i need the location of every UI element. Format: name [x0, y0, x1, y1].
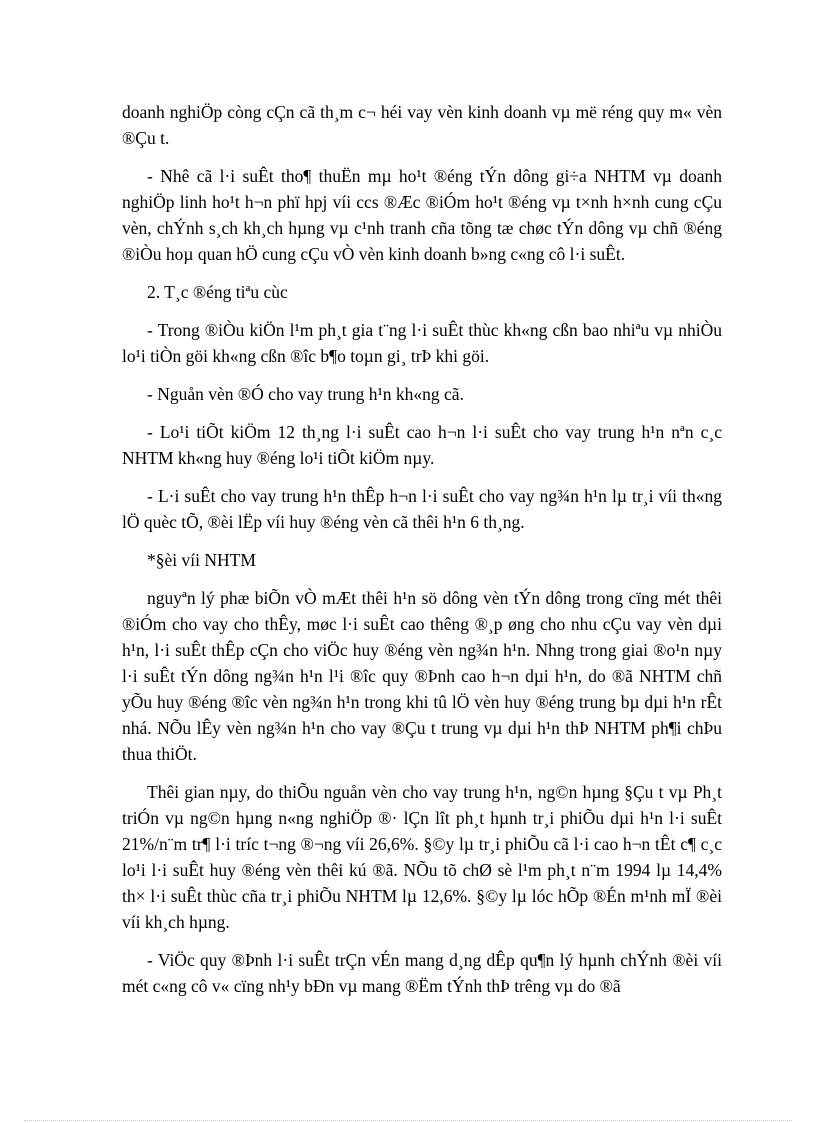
paragraph-9: - ViÖc quy ®Þnh l·i suÊt trÇn vÉn mang d¸ng dÊp qu¶n lý hµnh chÝnh ®èi víi mét c«ng cô v« cïng nh¹y bÐn vµ mang ®Ëm tÝnh thÞ trêng vµ do ®ã — [122, 950, 722, 996]
paragraph-3: - Trong ®iÒu kiÖn l¹m ph¸t gia t¨ng l·i suÊt thùc kh«ng cßn bao nhiªu vµ nhiÒu lo¹i tiÒn göi kh«ng cßn ®îc b¶o toµn gi¸ trÞ khi göi. — [122, 320, 722, 366]
paragraph-7: nguyªn lý phæ biÕn vÒ mÆt thêi h¹n sö dông vèn tÝn dông trong cïng mét thêi ®iÓm cho vay cho thÊy, møc l·i suÊt cao thêng ®¸p øng cho nhu cÇu vay vèn dµi h¹n, l·i suÊt thÊp cÇn cho viÖc huy ®éng vèn ng¾n h¹n. Nhng trong giai ®o¹n nµy l·i suÊt tÝn dông ng¾n h¹n l¹i ®îc quy ®Þnh cao h¬n dµi h¹n, do ®ã NHTM chñ yÕu huy ®éng ®îc vèn ng¾n h¹n trong khi tû lÖ vèn huy ®éng trung bµ dµi h¹n rÊt nhá. NÕu lÊy vèn ng¾n h¹n cho vay ®Çu t trung vµ dµi h¹n thÞ NHTM ph¶i chÞu thua thiÖt. — [122, 588, 722, 764]
page-bottom-rule — [24, 1120, 792, 1121]
subheading-commercial-banks: *§èi víi NHTM — [147, 550, 256, 570]
paragraph-8: Thêi gian nµy, do thiÕu nguån vèn cho vay trung h¹n, ng©n hµng §Çu t vµ Ph¸t triÓn vµ ng©n hµng n«ng nghiÖp ®· lÇn lît ph¸t hµnh tr¸i phiÕu dµi h¹n l·i suÊt 21%/n¨m tr¶ l·i tríc t¬ng ®¬ng víi 26,6%. §©y lµ tr¸i phiÕu cã l·i cao h¬n tÊt c¶ c¸c lo¹i l·i suÊt huy ®éng vèn thêi kú ®ã. NÕu tõ chØ sè l¹m ph¸t n¨m 1994 lµ 14,4% th× l·i suÊt thùc cña tr¸i phiÕu NHTM lµ 12,6%. §©y lµ lóc hÕp ®Én m¹nh mÏ ®èi víi kh¸ch hµng. — [122, 782, 722, 932]
paragraph-5: - Lo¹i tiÕt kiÖm 12 th¸ng l·i suÊt cao h¬n l·i suÊt cho vay trung h¹n nªn c¸c NHTM kh«ng huy ®éng lo¹i tiÕt kiÖm nµy. — [122, 422, 722, 468]
section-heading-negative-effects: 2. T¸c ®éng tiªu cùc — [147, 282, 288, 302]
paragraph-6: - L·i suÊt cho vay trung h¹n thÊp h¬n l·i suÊt cho vay ng¾n h¹n lµ tr¸i víi th«ng lÖ quèc tÕ, ®èi lËp víi huy ®éng vèn cã thêi h¹n 6 th¸ng. — [122, 486, 722, 532]
paragraph-4: - Nguån vèn ®Ó cho vay trung h¹n kh«ng cã. — [147, 384, 464, 404]
document-body — [122, 99, 722, 1011]
paragraph-1: doanh nghiÖp còng cÇn cã th¸m c¬ héi vay vèn kinh doanh vµ më réng quy m« vèn ®Çu t. — [122, 102, 722, 148]
paragraph-2: - Nhê cã l·i suÊt tho¶ thuËn mµ ho¹t ®éng tÝn dông gi÷a NHTM vµ doanh nghiÖp linh ho¹t h¬n phï hpj víi ccs ®Æc ®iÓm ho¹t ®éng vµ t×nh h×nh cung cÇu vèn, chÝnh s¸ch kh¸ch hµng vµ c¹nh tranh cña tõng tæ chøc tÝn dông vµ chñ ®éng ®iÒu hoµ quan hÖ cung cÇu vÒ vèn kinh doanh b»ng c«ng cô l·i suÊt. — [122, 166, 722, 264]
